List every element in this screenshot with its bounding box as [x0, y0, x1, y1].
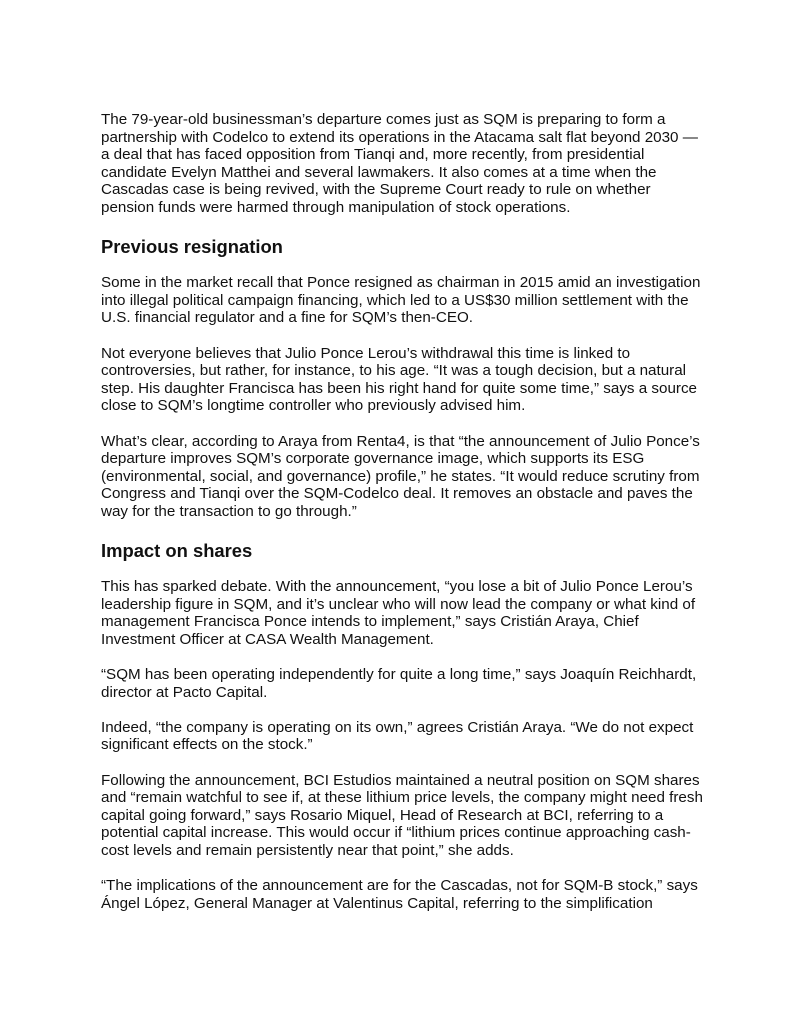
- paragraph-operating-independently: “SQM has been operating independently for quite a long time,” says Joaquín Reichhardt, director at Pacto Capital.: [101, 666, 697, 701]
- paragraph-no-significant-effects: Indeed, “the company is operating on its own,” agrees Cristián Araya. “We do not expect significant effects on the stock.”: [101, 718, 694, 754]
- paragraph-governance-image: What’s clear, according to Araya from Renta4, is that “the announcement of Julio Ponce’s departure improves SQM’s corporate governance image, which supports its ESG (environmental, social, and governance) profile,” he states. “It would reduce scrutiny from Congress and Tianqi over the SQM-Codelco deal. It removes an obstacle and paves the way for the transaction to go through.”: [101, 432, 700, 520]
- paragraph-withdrawal-reason: Not everyone believes that Julio Ponce Lerou’s withdrawal this time is linked to controversies, but rather, for instance, to his age. “It was a tough decision, but a natural step. His daughter Francisca has been his right hand for quite some time,” says a source close to SQM’s longtime controller who previously advised him.: [101, 344, 697, 415]
- heading-previous-resignation: Previous resignation: [101, 236, 283, 258]
- paragraph-intro: The 79-year-old businessman’s departure comes just as SQM is preparing to form a partnership with Codelco to extend its operations in the Atacama salt flat beyond 2030 — a deal that has faced opposition from Tianqi and, more recently, from presidential candidate Evelyn Matthei and several lawmakers. It also comes at a time when the Cascadas case is being revived, with the Supreme Court ready to rule on whether pension funds were harmed through manipulation of stock operations.: [101, 111, 698, 216]
- paragraph-bci-estudios: Following the announcement, BCI Estudios maintained a neutral position on SQM shares and “remain watchful to see if, at these lithium price levels, the company might need fresh capital going forward,” says Rosario Miquel, Head of Research at BCI, referring to a potential capital increase. This would occur if “lithium prices continue approaching cash-cost levels and remain persistently near that point,” she adds.: [101, 771, 703, 859]
- article-body: [101, 111, 703, 912]
- paragraph-cascadas-implications: “The implications of the announcement are for the Cascadas, not for SQM-B stock,” says Ángel López, General Manager at Valentinus Capital, referring to the simplification: [101, 877, 698, 912]
- heading-impact-on-shares: Impact on shares: [101, 540, 253, 562]
- paragraph-sparked-debate: This has sparked debate. With the announcement, “you lose a bit of Julio Ponce Lerou’s leadership figure in SQM, and it’s unclear who will now lead the company or what kind of management Francisca Ponce intends to implement,” says Cristián Araya, Chief Investment Officer at CASA Wealth Management.: [101, 578, 696, 648]
- paragraph-2015-resignation: Some in the market recall that Ponce resigned as chairman in 2015 amid an investigation into illegal political campaign financing, which led to a US$30 million settlement with the U.S. financial regulator and a fine for SQM’s then-CEO.: [101, 274, 701, 327]
